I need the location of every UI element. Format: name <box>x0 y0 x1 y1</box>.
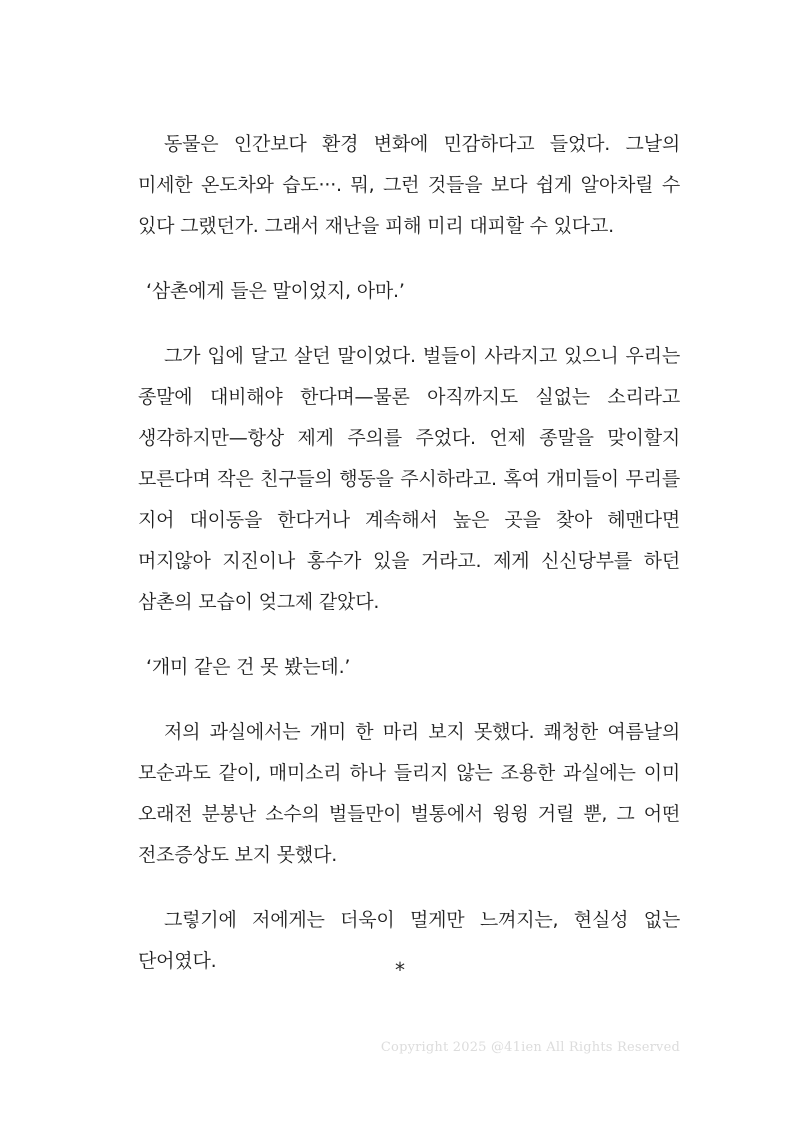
paragraph-1: 동물은 인간보다 환경 변화에 민감하다고 들었다. 그날의 미세한 온도차와 습도···. 뭐, 그런 것들을 보다 쉽게 알아차릴 수 있다 그랬던가. 그래서 재난을 피해 미리 대피할 수 있다고. <box>138 133 680 237</box>
paragraph-quote-1: ‘삼촌에게 들은 말이었지, 아마.’ <box>146 280 405 302</box>
paragraph-4: 그렇기에 저에게는 더욱이 멀게만 느껴지는, 현실성 없는 단어였다. <box>138 909 680 972</box>
section-divider: * <box>395 958 405 982</box>
copyright-notice: Copyright 2025 @41ien All Rights Reserved <box>380 1040 680 1055</box>
paragraph-3: 저의 과실에서는 개미 한 마리 보지 못했다. 쾌청한 여름날의 모순과도 같이, 매미소리 하나 들리지 않는 조용한 과실에는 이미 오래전 분봉난 소수의 벌들만이 벌통에서 윙윙 거릴 뿐, 그 어떤 전조증상도 보지 못했다. <box>138 721 680 866</box>
paragraph-quote-2: ‘개미 같은 건 못 봤는데.’ <box>146 656 351 678</box>
text-body <box>138 124 680 1006</box>
paragraph-2: 그가 입에 달고 살던 말이었다. 벌들이 사라지고 있으니 우리는 종말에 대비해야 한다며—물론 아직까지도 실없는 소리라고 생각하지만—항상 제게 주의를 주었다. 언제 종말을 맞이할지 모른다며 작은 친구들의 행동을 주시하라고. 혹여 개미들이 무리를 지어 대이동을 한다거나 계속해서 높은 곳을 찾아 헤맨다면 머지않아 지진이나 홍수가 있을 거라고. 제게 신신당부를 하던 삼촌의 모습이 엊그제 같았다. <box>138 345 680 613</box>
